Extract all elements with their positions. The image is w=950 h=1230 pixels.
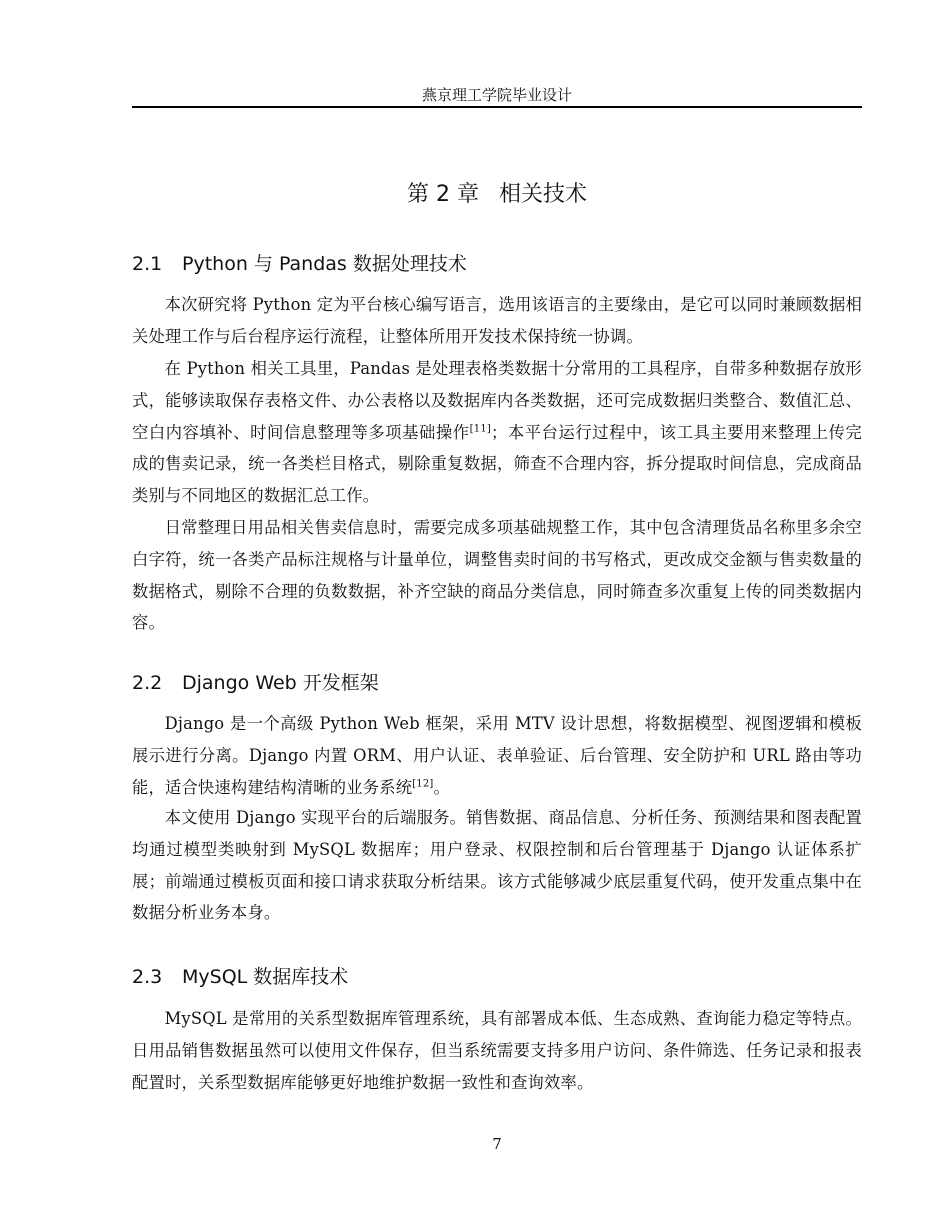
paragraph: 日常整理日用品相关售卖信息时，需要完成多项基础规整工作，其中包含清理货品名称里多余空白字符，统一各类产品标注规格与计量单位，调整售卖时间的书写格式，更改成交金额与售卖数量的数据格式，剔除不合理的负数数据，补齐空缺的商品分类信息，同时筛查多次重复上传的同类数据内容。 — [132, 518, 862, 633]
paragraph: 本文使用 Django 实现平台的后端服务。销售数据、商品信息、分析任务、预测结果和图表配置均通过模型类映射到 MySQL 数据库；用户登录、权限控制和后台管理基于 Django 认证体系扩展；前端通过模板页面和接口请求获取分析结果。该方式能够减少底层重复代码，使开发重点集中在数据分析业务本身。 — [132, 808, 862, 923]
chapter-name: 相关技术 — [498, 182, 587, 207]
citation-ref: [12] — [412, 778, 434, 790]
paragraph: 在 Python 相关工具里，Pandas 是处理表格类数据十分常用的工具程序，自带多种数据存放形式，能够读取保存表格文件、办公表格以及数据库内各类数据，还可完成数据归类整合、数值汇总、空白内容填补、时间信息整理等多项基础操作[11]；本平台运行过程中，该工具主要用来整理上传完成的售卖记录，统一各类栏目格式，剔除重复数据，筛查不合理内容，拆分提取时间信息，完成商品类别与不同地区的数据汇总工作。 — [132, 359, 862, 506]
chapter-title — [132, 180, 862, 210]
chapter-number: 第 2 章 — [407, 182, 479, 207]
section-heading-2-1 — [132, 250, 862, 278]
section-title-text: Python 与 Pandas 数据处理技术 — [182, 253, 467, 275]
page-number: 7 — [492, 1135, 502, 1153]
section-number: 2.1 — [132, 253, 163, 275]
citation-ref: [11] — [469, 423, 491, 435]
section-number: 2.3 — [132, 966, 163, 988]
header-text: 燕京理工学院毕业设计 — [421, 86, 572, 104]
paragraph: Django 是一个高级 Python Web 框架，采用 MTV 设计思想，将数据模型、视图逻辑和模板展示进行分离。Django 内置 ORM、用户认证、表单验证、后台管理、安全防护和 URL 路由等功能，适合快速构建结构清晰的业务系统[12]。 — [132, 714, 862, 797]
section-title-text: MySQL 数据库技术 — [182, 966, 349, 988]
section-heading-2-3 — [132, 963, 862, 991]
paragraph: MySQL 是常用的关系型数据库管理系统，具有部署成本低、生态成熟、查询能力稳定等特点。日用品销售数据虽然可以使用文件保存，但当系统需要支持多用户访问、条件筛选、任务记录和报表配置时，关系型数据库能够更好地维护数据一致性和查询效率。 — [132, 1009, 862, 1092]
page-header — [132, 84, 862, 108]
paragraph: 本次研究将 Python 定为平台核心编写语言，选用该语言的主要缘由，是它可以同时兼顾数据相关处理工作与后台程序运行流程，让整体所用开发技术保持统一协调。 — [132, 295, 862, 346]
section-title-text: Django Web 开发框架 — [182, 672, 379, 694]
section-number: 2.2 — [132, 672, 163, 694]
section-heading-2-2 — [132, 669, 862, 697]
